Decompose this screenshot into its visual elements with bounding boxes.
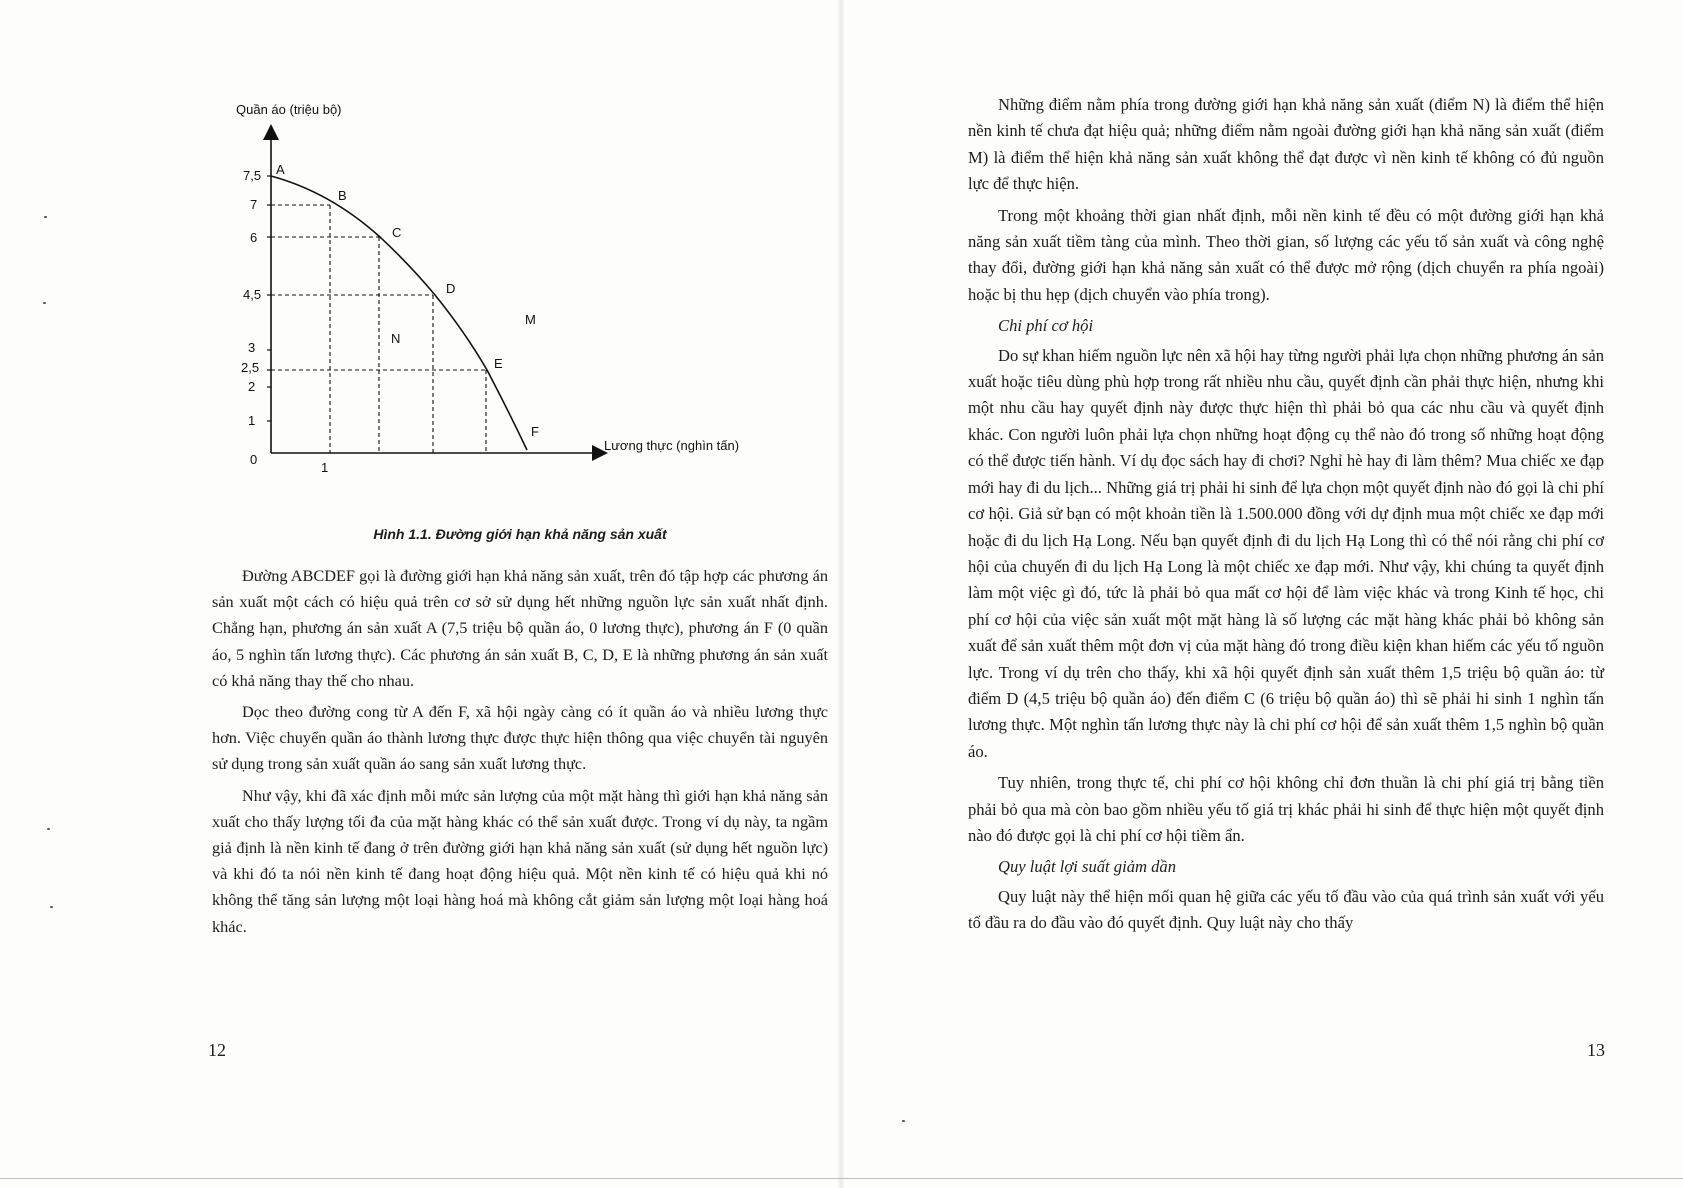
y-tick-label: 3 [248, 340, 256, 355]
point-label-a: A [276, 162, 285, 177]
y-tick-label: 1 [248, 413, 256, 428]
paragraph: Trong một khoảng thời gian nhất định, mỗi nền kinh tế đều có một đường giới hạn khả năng sản xuất tiềm tàng của mình. Theo thời gian, số lượng các yếu tố sản xuất và công nghệ thay đổi, đường giới hạn khả năng sản xuất có thể được mở rộng (dịch chuyển ra phía ngoài) hoặc bị thu hẹp (dịch chuyển vào phía trong). [968, 205, 1604, 304]
y-axis-title: Quần áo (triệu bộ) [236, 102, 342, 117]
paragraph: Quy luật này thể hiện mối quan hệ giữa các yếu tố đầu vào của quá trình sản xuất với yếu tố đầu ra do đầu vào đó quyết định. Quy luật này cho thấy [968, 886, 1604, 933]
section-heading: Quy luật lợi suất giảm dần [998, 857, 1177, 877]
y-tick-label: 2,5 [241, 360, 260, 375]
right-page [841, 0, 1683, 1188]
paragraph: Đường ABCDEF gọi là đường giới hạn khả năng sản xuất, trên đó tập hợp các phương án sản xuất một cách có hiệu quả trên cơ sở sử dụng hết những nguồn lực sản xuất nhất định. Chẳng hạn, phương án sản xuất A (7,5 triệu bộ quần áo, 0 lương thực), phương án F (0 quần áo, 5 nghìn tấn lương thực). Các phương án sản xuất B, C, D, E là những phương án sản xuất có khả năng thay thế cho nhau. [212, 566, 828, 690]
section-heading: Chi phí cơ hội [998, 316, 1094, 336]
left-page [0, 0, 841, 1188]
paragraph: Dọc theo đường cong từ A đến F, xã hội ngày càng có ít quần áo và nhiều lương thực hơn. Việc chuyển quần áo thành lương thực được thực hiện thông qua việc chuyển tài nguyên sử dụng trong sản xuất quần áo sang sản xuất lương thực. [212, 702, 828, 774]
ppf-figure [236, 100, 770, 490]
y-tick-label: 7,5 [243, 168, 262, 183]
scan-speck [47, 828, 50, 830]
right-body-text [968, 92, 1604, 942]
point-label-e: E [494, 356, 503, 371]
x-tick-label: 1 [321, 460, 329, 475]
point-label-m: M [525, 312, 536, 327]
scan-edge [0, 1178, 1683, 1179]
origin-label: 0 [250, 452, 258, 467]
y-tick-label: 2 [248, 379, 256, 394]
paragraph: Do sự khan hiếm nguồn lực nên xã hội hay từng người phải lựa chọn những phương án sản xuất hoặc tiêu dùng phù hợp trong rất nhiều nhu cầu, quyết định cần phải thực hiện, nhưng khi một nhu cầu hay quyết định này được thực hiện thì phải bỏ qua các nhu cầu và quyết định khác. Con người luôn phải lựa chọn những hoạt động cụ thể nào đó trong số những hoạt động có thể được tiến hành. Ví dụ đọc sách hay đi chơi? Nghỉ hè hay đi làm thêm? Mua chiếc xe đạp mới hay đi du lịch... Những giá trị phải hi sinh để lựa chọn một quyết định nào đó gọi là chi phí cơ hội. Giả sử bạn có một khoản tiền là 1.500.000 đồng với dự định mua một chiếc xe đạp mới hoặc đi du lịch Hạ Long. Nếu bạn quyết định đi du lịch Hạ Long thì có thể nói rằng chi phí cơ hội của chuyến đi du lịch Hạ Long là một chiếc xe đạp mới. Như vậy, khi chúng ta quyết định làm một việc gì đó, tức là phải bỏ qua mất cơ hội để làm việc khác và trong Kinh tế học, chi phí cơ hội của việc sản xuất một mặt hàng là số lượng các mặt hàng khác phải bỏ không sản xuất để sản xuất thêm một đơn vị của mặt hàng đó trong điều kiện khan hiếm các yếu tố nguồn lực. Trong ví dụ trên cho thấy, khi xã hội quyết định sản xuất thêm 1,5 triệu bộ quần áo: từ điểm D (4,5 triệu bộ quần áo) đến điểm C (6 triệu bộ quần áo) thì sẽ phải hi sinh 1 nghìn tấn lương thực. Một nghìn tấn lương thực này là chi phí cơ hội để sản xuất thêm 1,5 nghìn bộ quần áo. [968, 345, 1604, 761]
y-tick-label: 7 [250, 197, 258, 212]
guide-lines [271, 205, 486, 453]
point-label-d: D [446, 281, 456, 296]
point-label-c: C [392, 225, 402, 240]
page-number: 12 [208, 1040, 226, 1060]
point-label-b: B [338, 188, 347, 203]
scan-speck [902, 1120, 905, 1122]
y-tick-label: 6 [250, 230, 258, 245]
paragraph: Tuy nhiên, trong thực tế, chi phí cơ hội không chỉ đơn thuần là chi phí giá trị bằng tiền phải bỏ qua mà còn bao gồm nhiều yếu tố giá trị khác phải hi sinh để thực hiện một quyết định nào đó được gọi là chi phí cơ hội tiềm ẩn. [968, 773, 1604, 845]
left-body-text [212, 563, 828, 945]
ppf-curve [271, 176, 527, 450]
point-label-f: F [531, 424, 539, 439]
x-axis-title: Lương thực (nghìn tấn) [604, 438, 740, 453]
page-number: 13 [1587, 1040, 1605, 1060]
scan-speck [50, 906, 53, 908]
scan-speck [44, 216, 47, 218]
figure-caption: Hình 1.1. Đường giới hạn khả năng sản xuất [373, 526, 667, 542]
y-tick-label: 4,5 [243, 287, 262, 302]
point-label-n: N [391, 331, 401, 346]
paragraph: Như vậy, khi đã xác định mỗi mức sản lượng của một mặt hàng thì giới hạn khả năng sản xuất cho thấy lượng tối đa của mặt hàng khác có thể sản xuất được. Trong ví dụ này, ta ngầm giả định là nền kinh tế đang ở trên đường giới hạn khả năng sản xuất (sử dụng hết nguồn lực) và khi đó ta nói nền kinh tế đang hoạt động hiệu quả. Một nền kinh tế có hiệu quả khi nó không thể tăng sản lượng một loại hàng hoá mà không cắt giảm sản lượng một loại hàng hoá khác. [212, 785, 828, 936]
paragraph: Những điểm nằm phía trong đường giới hạn khả năng sản xuất (điểm N) là điểm thể hiện nền kinh tế chưa đạt hiệu quả; những điểm nằm ngoài đường giới hạn khả năng sản xuất (điểm M) là điểm thể hiện khả năng sản xuất không thể đạt được vì nền kinh tế không có đủ nguồn lực để thực hiện. [968, 95, 1604, 194]
scan-speck [43, 302, 46, 304]
